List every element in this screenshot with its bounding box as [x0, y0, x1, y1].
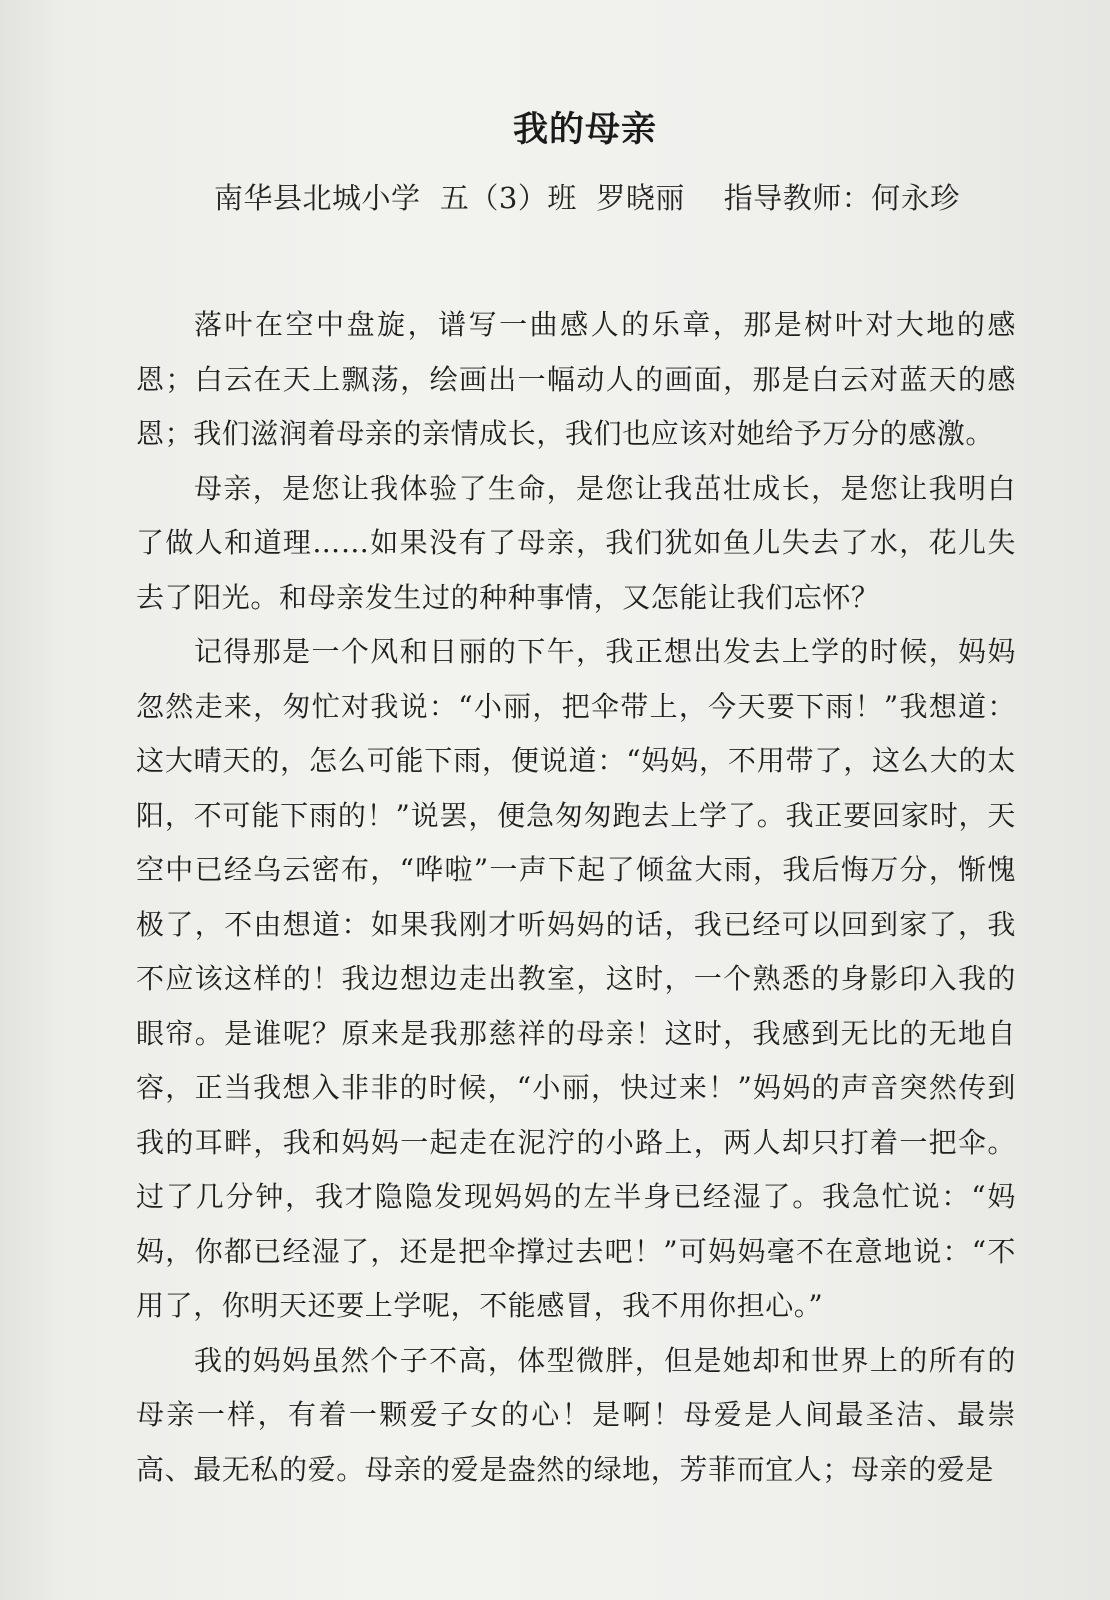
paragraph-3: 记得那是一个风和日丽的下午，我正想出发去上学的时候，妈妈忽然走来，匆忙对我说：“小丽，把伞带上，今天要下雨！”我想道：这大晴天的，怎么可能下雨，便说道：“妈妈，不用带了，这么大的太阳，不可能下雨的！”说罢，便急匆匆跑去上学了。我正要回家时，天空中已经乌云密布，“哗啦”一声下起了倾盆大雨，我后悔万分，惭愧极了，不由想道：如果我刚才听妈妈的话，我已经可以回到家了，我不应该这样的！我边想边走出教室，这时，一个熟悉的身影印入我的眼帘。是谁呢？原来是我那慈祥的母亲！这时，我感到无比的无地自容，正当我想入非非的时候，“小丽，快过来！”妈妈的声音突然传到我的耳畔，我和妈妈一起走在泥泞的小路上，两人却只打着一把伞。过了几分钟，我才隐隐发现妈妈的左半身已经湿了。我急忙说：“妈妈，你都已经湿了，还是把伞撑过去吧！”可妈妈毫不在意地说：“不用了，你明天还要上学呢，不能感冒，我不用你担心。”: [136, 635, 1016, 1322]
essay-title: 我的母亲: [512, 110, 657, 150]
paragraph-1: 落叶在空中盘旋，谱写一曲感人的乐章，那是树叶对大地的感恩；白云在天上飘荡，绘画出一幅动人的画面，那是白云对蓝天的感恩；我们滋润着母亲的亲情成长，我们也应该对她给予万分的感激。: [136, 308, 1016, 450]
paragraph-4: 我的妈妈虽然个子不高，体型微胖，但是她却和世界上的所有的母亲一样，有着一颗爱子女的心！是啊！母爱是人间最圣洁、最崇高、最无私的爱。母亲的爱是盎然的绿地，芳菲而宜人；母亲的爱是: [136, 1343, 1016, 1486]
essay-body: [136, 298, 1016, 1497]
author-byline: 南华县北城小学 五（3）班 罗晓丽 指导教师：何永珍: [214, 181, 960, 215]
paragraph-2: 母亲，是您让我体验了生命，是您让我茁壮成长，是您让我明白了做人和道理……如果没有了母亲，我们犹如鱼儿失去了水，花儿失去了阳光。和母亲发生过的种种事情，又怎能让我们忘怀？: [136, 471, 1016, 614]
